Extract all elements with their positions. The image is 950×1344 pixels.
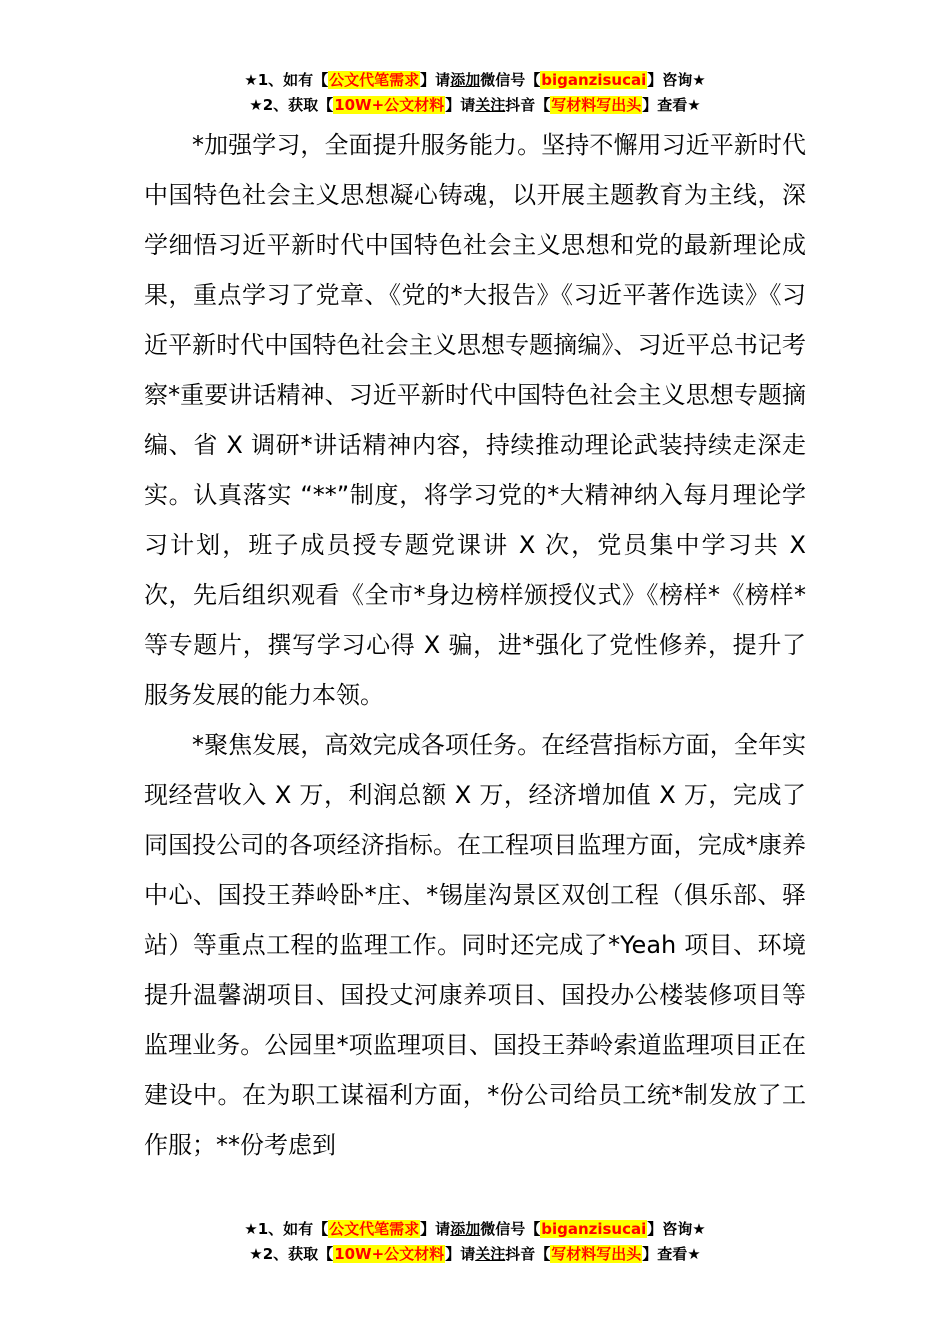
highlight-wechat-id: biganzisucai [541, 1220, 647, 1238]
banner-text: 微信号【 [480, 1220, 541, 1238]
banner-text: ★2、获取【 [249, 1245, 334, 1263]
banner-text: 抖音【 [505, 96, 551, 114]
banner-text: 】查看★ [642, 96, 701, 114]
banner-text: 微信号【 [480, 71, 541, 89]
banner-text: 抖音【 [505, 1245, 551, 1263]
paragraph-study: *加强学习，全面提升服务能力。坚持不懈用习近平新时代中国特色社会主义思想凝心铸魂，以开展主题教育为主线，深学细悟习近平新时代中国特色社会主义思想和党的最新理论成果，重点学习了党章、《党的*大报告》《习近平著作选读》《习近平新时代中国特色社会主义思想专题摘编》、习近平总书记考察*重要讲话精神、习近平新时代中国特色社会主义思想专题摘编、省 X 调研*讲话精神内容，持续推动理论武装持续走深走实。认真落实 “**”制度，将学习党的*大精神纳入每月理论学习计划，班子成员授专题党课讲 X 次，党员集中学习共 X 次，先后组织观看《全市*身边榜样颁授仪式》《榜样*《榜样*等专题片，撰写学习心得 X 骗，进*强化了党性修养，提升了服务发展的能力本领。 [144, 131, 806, 709]
banner-line-1 [0, 68, 950, 93]
underlined-text: 添加 [450, 1220, 481, 1238]
underlined-text: 关注 [475, 1245, 506, 1263]
banner-text: 】咨询★ [647, 71, 706, 89]
highlight-douyin-id: 写材料写出头 [551, 96, 642, 114]
highlight-materials: 10W+公文材料 [334, 1245, 445, 1263]
paragraph-development: *聚焦发展，高效完成各项任务。在经营指标方面，全年实现经营收入 X 万，利润总额 X 万，经济增加值 X 万，完成了同国投公司的各项经济指标。在工程项目监理方面，完成*康养中心、国投王莽岭卧*庄、*锡崖沟景区双创工程（俱乐部、驿站）等重点工程的监理工作。同时还完成了*Yeah 项目、环境提升温馨湖项目、国投丈河康养项目、国投办公楼装修项目等监理业务。公园里*项监理项目、国投王莽岭索道监理项目正在建设中。在为职工谋福利方面，*份公司给员工统*制发放了工作服；**份考虑到 [144, 731, 806, 1159]
highlight-wechat-id: biganzisucai [541, 71, 647, 89]
highlight-service: 公文代笔需求 [329, 71, 420, 89]
banner-text: 】请 [420, 1220, 451, 1238]
highlight-service: 公文代笔需求 [329, 1220, 420, 1238]
banner-line-1 [0, 1217, 950, 1242]
underlined-text: 添加 [450, 71, 481, 89]
underlined-text: 关注 [475, 96, 506, 114]
banner-line-2 [0, 1242, 950, 1267]
footer-banner [0, 1217, 950, 1267]
banner-text: ★2、获取【 [249, 96, 334, 114]
header-banner [0, 68, 950, 118]
document-body [144, 120, 806, 1170]
banner-text: ★1、如有【 [244, 1220, 329, 1238]
banner-text: 】请 [420, 71, 451, 89]
banner-text: 】请 [445, 96, 476, 114]
banner-text: ★1、如有【 [244, 71, 329, 89]
banner-text: 】查看★ [642, 1245, 701, 1263]
banner-text: 】请 [445, 1245, 476, 1263]
banner-line-2 [0, 93, 950, 118]
banner-text: 】咨询★ [647, 1220, 706, 1238]
highlight-materials: 10W+公文材料 [334, 96, 445, 114]
highlight-douyin-id: 写材料写出头 [551, 1245, 642, 1263]
